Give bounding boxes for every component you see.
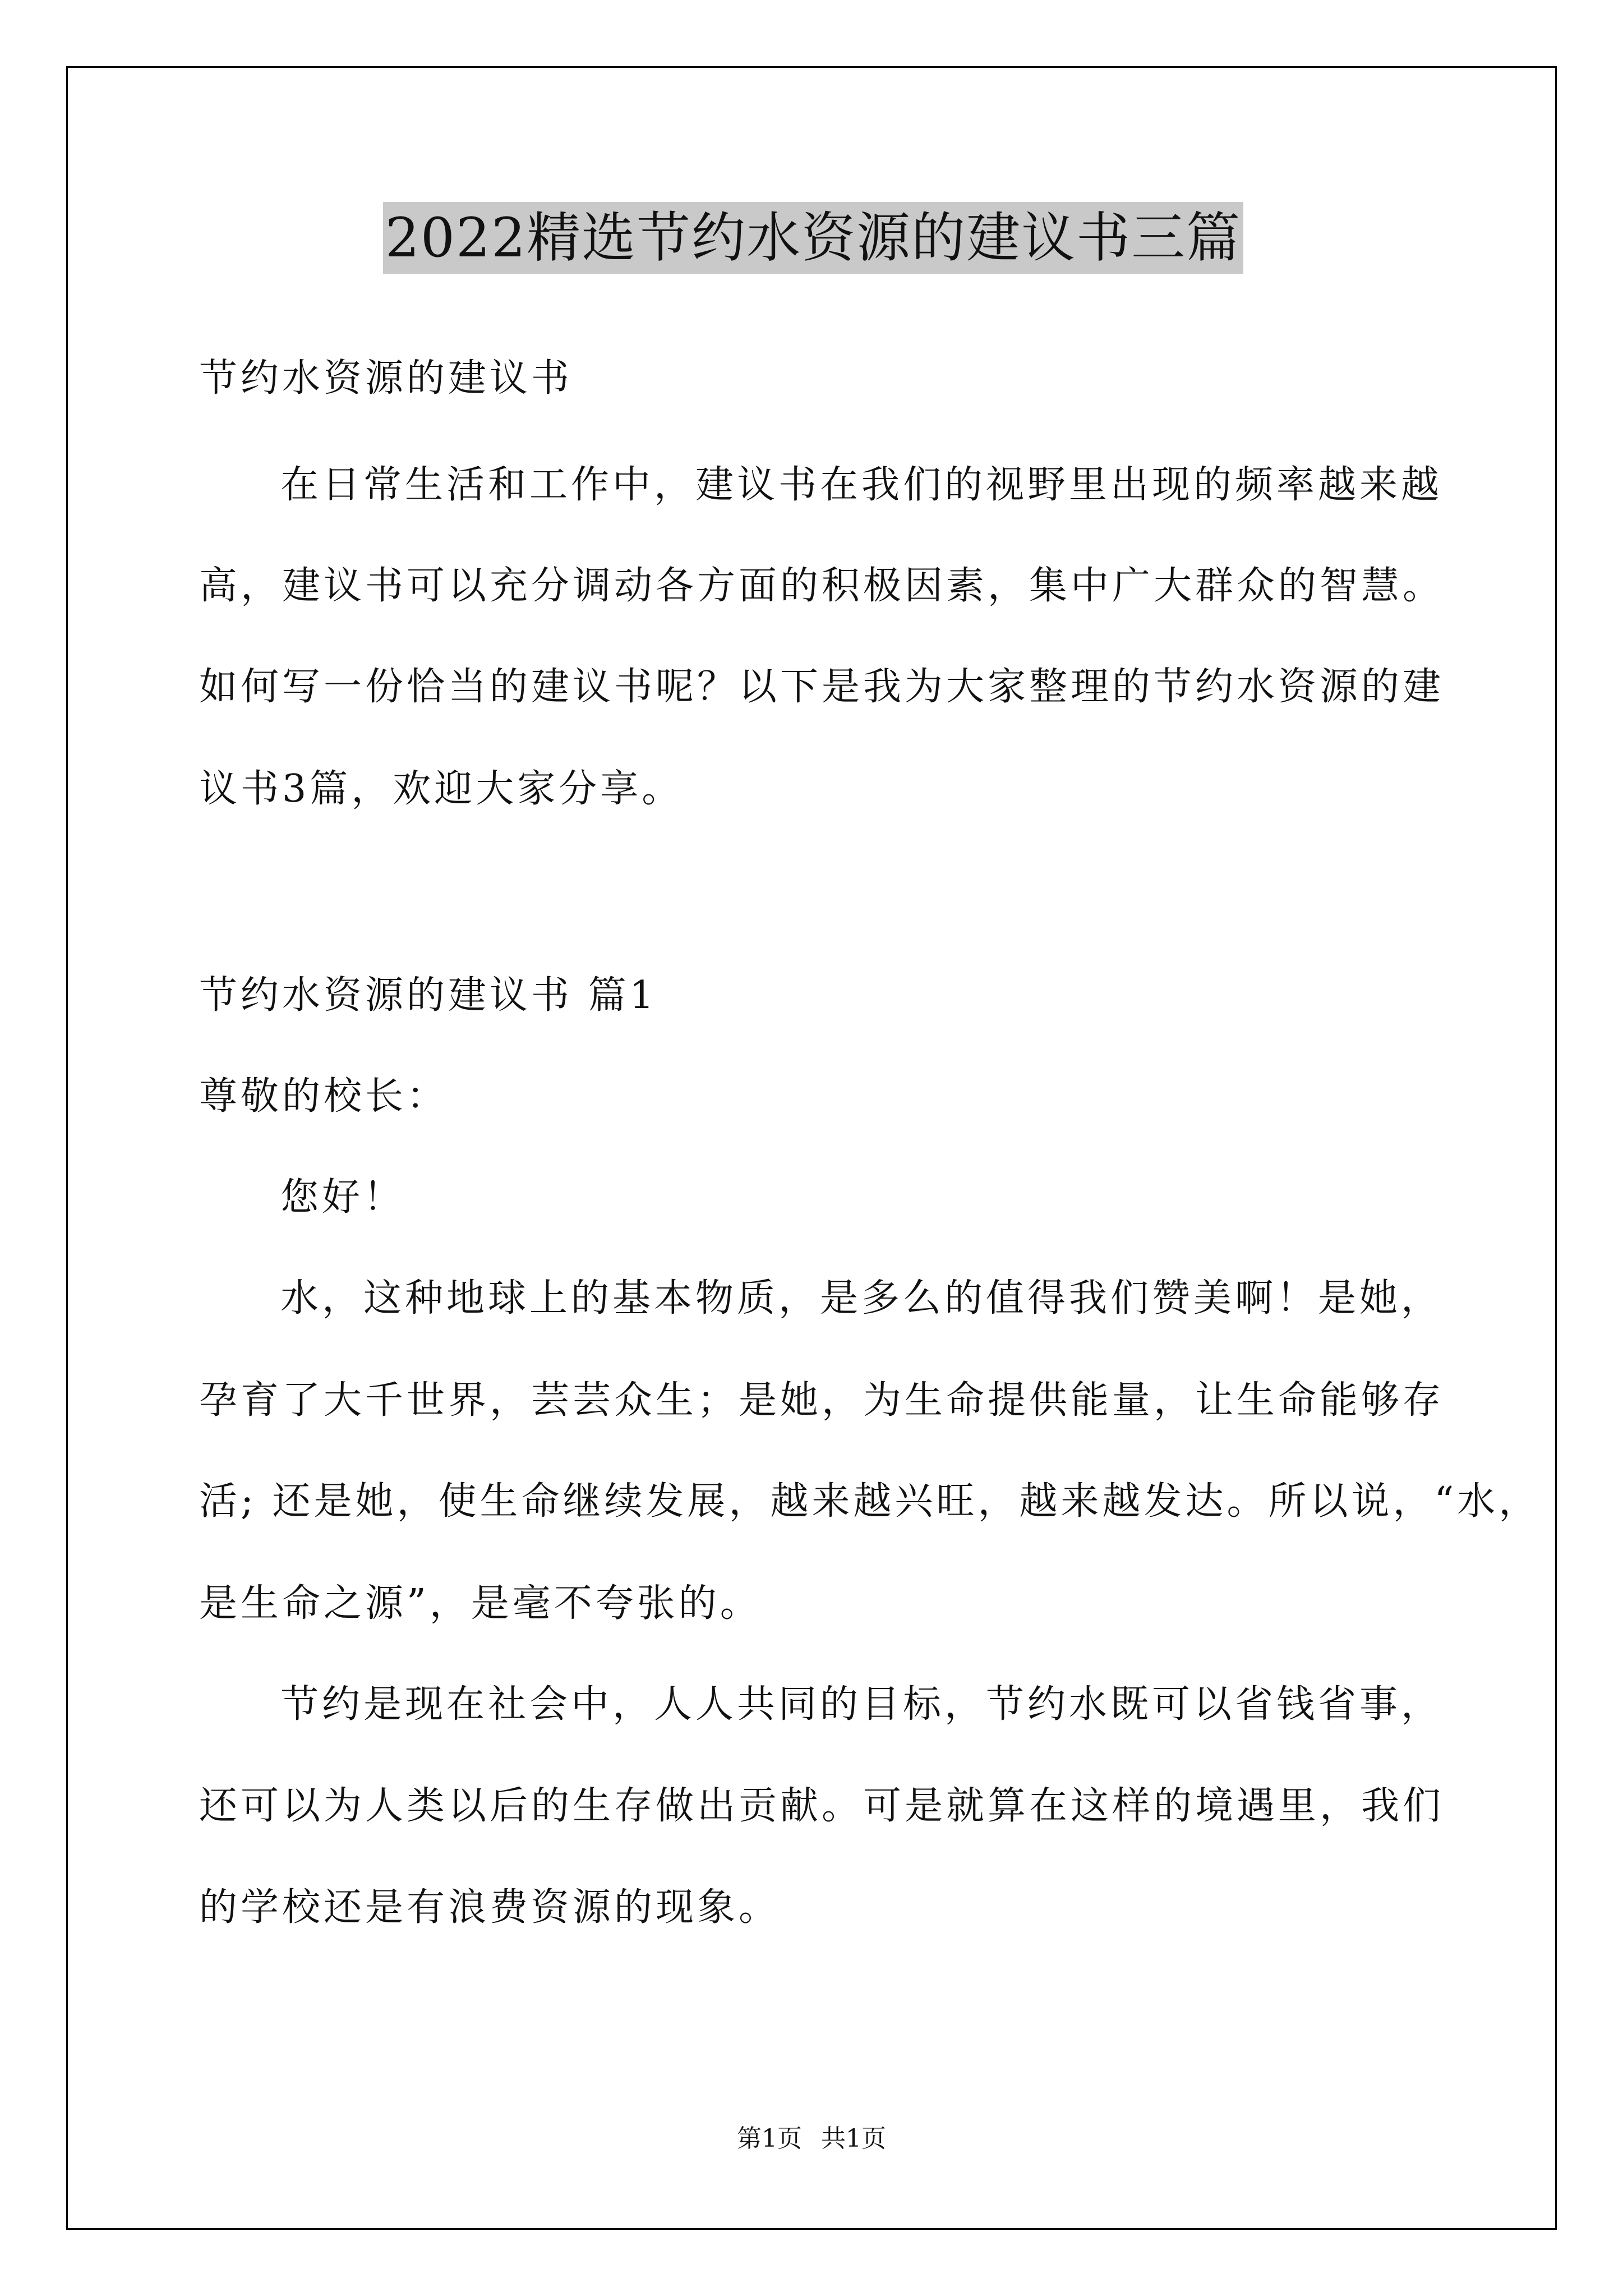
paragraph-line: 议书3篇，欢迎大家分享。	[199, 767, 684, 811]
paragraph-line: 高，建议书可以充分调动各方面的积极因素，集中广大群众的智慧。	[199, 564, 1445, 608]
paragraph-line: 是生命之源”，是毫不夸张的。	[199, 1581, 762, 1626]
paragraph-line: 节约是现在社会中，人人共同的目标，节约水既可以省钱省事，	[280, 1682, 1443, 1727]
paragraph-line: 在日常生活和工作中，建议书在我们的视野里出现的频率越来越	[280, 463, 1443, 507]
paragraph-line: 还可以为人类以后的生存做出贡献。可是就算在这样的境遇里，我们	[199, 1784, 1445, 1828]
greeting: 您好！	[280, 1175, 405, 1220]
section-heading: 节约水资源的建议书 篇1	[199, 973, 657, 1018]
title-wrap	[199, 202, 1427, 274]
page-number: 第1页	[737, 2124, 802, 2153]
paragraph-line: 如何写一份恰当的建议书呢？以下是我为大家整理的节约水资源的建	[199, 665, 1445, 709]
section-heading: 节约水资源的建议书	[199, 356, 573, 401]
paragraph-line: 活; 还是她，使生命继续发展，越来越兴旺，越来越发达。所以说，“水，	[199, 1479, 1541, 1524]
page-footer	[0, 2123, 1623, 2155]
paragraph-line: 孕育了大千世界，芸芸众生；是她，为生命提供能量，让生命能够存	[199, 1378, 1445, 1423]
document-title: 2022精选节约水资源的建议书三篇	[383, 202, 1243, 274]
salutation: 尊敬的校长：	[199, 1074, 449, 1119]
paragraph-line: 水，这种地球上的基本物质，是多么的值得我们赞美啊！是她，	[280, 1276, 1443, 1320]
page-count: 共1页	[821, 2124, 886, 2153]
paragraph-line: 的学校还是有浪费资源的现象。	[199, 1885, 781, 1930]
